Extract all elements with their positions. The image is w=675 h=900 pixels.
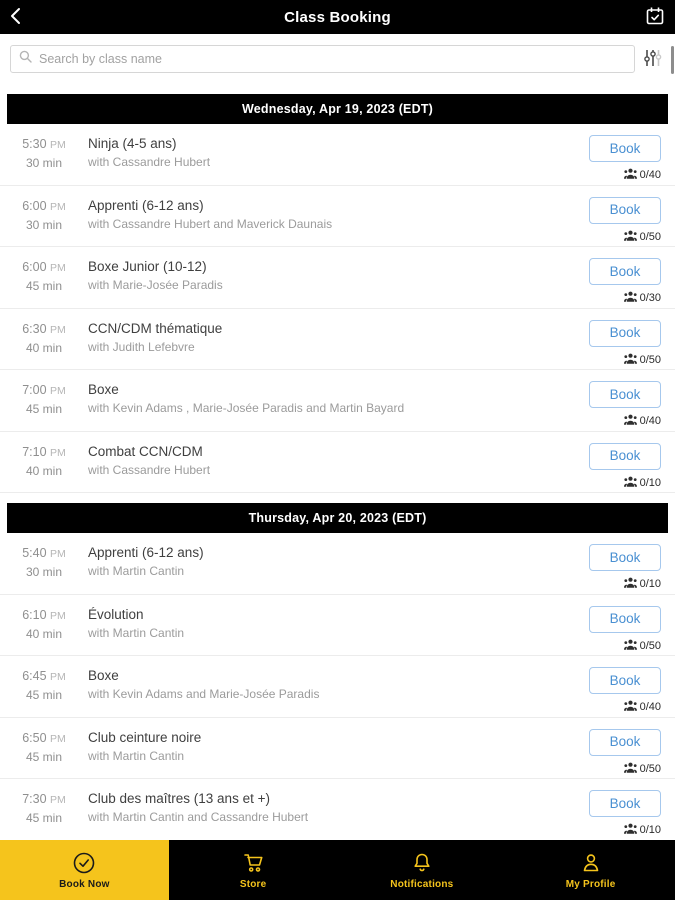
booking-column xyxy=(575,381,661,431)
class-info xyxy=(88,667,575,717)
booking-column xyxy=(575,320,661,370)
capacity-label: 0/10 xyxy=(639,578,661,590)
ampm-label: PM xyxy=(50,446,66,459)
class-info xyxy=(88,320,575,370)
section-rows xyxy=(0,533,675,840)
class-row[interactable] xyxy=(0,186,675,248)
sliders-filter-icon xyxy=(642,48,662,71)
ampm-label: PM xyxy=(50,200,66,213)
class-info xyxy=(88,544,575,594)
class-info xyxy=(88,135,575,185)
booking-column xyxy=(575,197,661,247)
duration-label: 40 min xyxy=(25,626,63,641)
search-input[interactable] xyxy=(39,52,626,66)
check-circle-icon xyxy=(71,850,97,876)
class-info xyxy=(88,258,575,308)
class-row[interactable] xyxy=(0,432,675,494)
class-name: Apprenti (6-12 ans) xyxy=(88,197,204,213)
people-capacity-icon xyxy=(624,639,637,653)
back-button[interactable] xyxy=(10,3,38,31)
time-label: 6:00 xyxy=(22,260,47,274)
class-name: Apprenti (6-12 ans) xyxy=(88,545,204,560)
date-section-header xyxy=(7,94,668,124)
ampm-label: PM xyxy=(50,323,66,336)
duration-label: 40 min xyxy=(25,340,63,355)
duration-label: 30 min xyxy=(25,217,63,232)
time-label: 6:45 xyxy=(22,669,47,683)
capacity xyxy=(624,476,661,490)
ampm-label: PM xyxy=(50,139,66,151)
instructor-label: with Martin Cantin xyxy=(88,564,185,578)
booking-column xyxy=(575,667,661,717)
class-name: Ninja (4-5 ans) xyxy=(88,136,177,151)
class-name: Combat CCN/CDM xyxy=(88,443,203,459)
instructor-label: with Kevin Adams and Marie-Josée Paradis xyxy=(88,687,320,701)
filter-button[interactable] xyxy=(635,44,669,74)
nav-label: My Profile xyxy=(565,879,616,890)
capacity-label: 0/50 xyxy=(639,639,661,652)
ampm-label: PM xyxy=(50,262,66,274)
time-column xyxy=(0,381,88,431)
time-label: 6:00 xyxy=(22,198,47,213)
instructor-label: with Martin Cantin xyxy=(88,625,185,640)
nav-tab-notifications[interactable] xyxy=(338,840,507,900)
people-capacity-icon xyxy=(624,353,637,367)
book-button[interactable]: Book xyxy=(589,606,661,633)
people-capacity-icon xyxy=(624,168,637,182)
duration-label: 45 min xyxy=(25,749,63,764)
instructor-label: with Marie-Josée Paradis xyxy=(88,278,223,292)
class-info xyxy=(88,381,575,431)
class-name: Club ceinture noire xyxy=(88,729,202,745)
cart-icon xyxy=(240,850,266,876)
time-column xyxy=(0,729,88,779)
instructor-label: with Martin Cantin and Cassandre Hubert xyxy=(88,810,309,824)
capacity xyxy=(624,353,661,367)
capacity xyxy=(624,577,661,591)
nav-label: Notifications xyxy=(390,879,454,890)
instructor-label: with Martin Cantin xyxy=(88,748,185,763)
people-capacity-icon xyxy=(624,291,637,305)
class-name: Boxe Junior (10-12) xyxy=(88,259,207,274)
class-list xyxy=(0,84,675,840)
booking-column xyxy=(575,544,661,594)
class-info xyxy=(88,790,575,840)
booking-column xyxy=(575,258,661,308)
capacity-label: 0/40 xyxy=(639,415,661,427)
capacity-label: 0/50 xyxy=(639,353,661,366)
class-row[interactable] xyxy=(0,124,675,186)
booking-column xyxy=(575,443,661,493)
people-capacity-icon xyxy=(624,230,637,244)
capacity-label: 0/40 xyxy=(639,701,661,713)
section-rows xyxy=(0,124,675,493)
time-label: 6:10 xyxy=(22,607,47,622)
duration-label: 45 min xyxy=(25,688,63,702)
class-name: Évolution xyxy=(88,606,144,622)
chevron-left-icon xyxy=(10,7,21,28)
nav-label: Book Now xyxy=(59,879,110,890)
time-column xyxy=(0,606,88,656)
calendar-check-icon xyxy=(645,6,665,29)
instructor-label: with Kevin Adams , Marie-Josée Paradis and Martin Bayard xyxy=(88,401,405,415)
capacity-label: 0/40 xyxy=(639,169,661,181)
book-button[interactable]: Book xyxy=(589,320,661,347)
time-label: 6:30 xyxy=(22,321,47,336)
ampm-label: PM xyxy=(50,385,66,397)
capacity-label: 0/50 xyxy=(639,230,661,243)
capacity xyxy=(624,762,661,776)
people-capacity-icon xyxy=(624,476,637,490)
class-info xyxy=(88,729,575,779)
book-button[interactable]: Book xyxy=(589,135,661,162)
book-button[interactable]: Book xyxy=(589,729,661,756)
date-label: Thursday, Apr 20, 2023 (EDT) xyxy=(248,511,427,525)
time-label: 6:50 xyxy=(22,730,47,745)
book-button[interactable]: Book xyxy=(589,443,661,470)
time-label: 7:10 xyxy=(22,444,47,459)
booking-column xyxy=(575,790,661,840)
class-name: CCN/CDM thématique xyxy=(88,320,223,336)
capacity-label: 0/10 xyxy=(639,824,661,836)
duration-label: 30 min xyxy=(25,565,63,579)
instructor-label: with Cassandre Hubert and Maverick Daunais xyxy=(88,216,333,231)
time-column xyxy=(0,135,88,185)
people-capacity-icon xyxy=(624,700,637,714)
time-column xyxy=(0,320,88,370)
bell-icon xyxy=(409,850,435,876)
capacity xyxy=(624,700,661,714)
capacity-label: 0/50 xyxy=(639,762,661,775)
top-header xyxy=(0,0,675,34)
time-column xyxy=(0,443,88,493)
nav-label: Store xyxy=(239,879,267,890)
nav-tab-store[interactable] xyxy=(169,840,338,900)
capacity xyxy=(624,230,661,244)
class-row[interactable] xyxy=(0,779,675,840)
class-name: Club des maîtres (13 ans et +) xyxy=(88,791,270,806)
capacity xyxy=(624,823,661,837)
ampm-label: PM xyxy=(50,548,66,560)
book-button[interactable]: Book xyxy=(589,667,661,694)
class-row[interactable] xyxy=(0,533,675,595)
instructor-label: with Judith Lefebvre xyxy=(88,339,195,354)
scrollbar-thumb[interactable] xyxy=(671,46,674,74)
duration-label: 30 min xyxy=(25,156,63,170)
capacity xyxy=(624,291,661,305)
people-capacity-icon xyxy=(624,823,637,837)
ampm-label: PM xyxy=(50,794,66,806)
class-info xyxy=(88,606,575,656)
capacity-label: 0/30 xyxy=(639,292,661,304)
class-name: Boxe xyxy=(88,668,119,683)
duration-label: 40 min xyxy=(25,463,63,478)
class-row[interactable] xyxy=(0,370,675,432)
time-column xyxy=(0,258,88,308)
class-name: Boxe xyxy=(88,382,119,397)
book-button[interactable]: Book xyxy=(589,790,661,817)
instructor-label: with Cassandre Hubert xyxy=(88,462,211,477)
capacity xyxy=(624,414,661,428)
calendar-button[interactable] xyxy=(637,3,665,31)
booking-column xyxy=(575,606,661,656)
duration-label: 45 min xyxy=(25,811,63,825)
capacity xyxy=(624,639,661,653)
time-label: 5:40 xyxy=(22,546,47,560)
book-button[interactable]: Book xyxy=(589,381,661,408)
time-column xyxy=(0,790,88,840)
date-section xyxy=(0,503,675,840)
booking-column xyxy=(575,729,661,779)
class-row[interactable] xyxy=(0,595,675,657)
bottom-nav xyxy=(0,840,675,900)
time-column xyxy=(0,544,88,594)
page-title: Class Booking xyxy=(284,8,391,26)
search-icon xyxy=(19,50,39,68)
time-column xyxy=(0,197,88,247)
book-button[interactable]: Book xyxy=(589,258,661,285)
date-label: Wednesday, Apr 19, 2023 (EDT) xyxy=(241,102,434,116)
nav-tab-my-profile[interactable] xyxy=(506,840,675,900)
ampm-label: PM xyxy=(50,609,66,622)
date-section-header xyxy=(7,503,668,533)
people-capacity-icon xyxy=(624,577,637,591)
search-row xyxy=(0,34,675,84)
booking-column xyxy=(575,135,661,185)
ampm-label: PM xyxy=(50,671,66,683)
class-info xyxy=(88,443,575,493)
book-button[interactable]: Book xyxy=(589,544,661,571)
people-capacity-icon xyxy=(624,414,637,428)
capacity-label: 0/10 xyxy=(639,476,661,489)
search-box[interactable] xyxy=(10,45,635,73)
time-column xyxy=(0,667,88,717)
time-label: 7:00 xyxy=(22,383,47,397)
date-section xyxy=(0,94,675,493)
book-button[interactable]: Book xyxy=(589,197,661,224)
class-row[interactable] xyxy=(0,718,675,780)
class-row[interactable] xyxy=(0,247,675,309)
people-capacity-icon xyxy=(624,762,637,776)
ampm-label: PM xyxy=(50,732,66,745)
capacity xyxy=(624,168,661,182)
time-label: 7:30 xyxy=(22,792,47,806)
duration-label: 45 min xyxy=(25,279,63,293)
person-icon xyxy=(578,850,604,876)
class-row[interactable] xyxy=(0,656,675,718)
nav-tab-book-now[interactable] xyxy=(0,840,169,900)
class-row[interactable] xyxy=(0,309,675,371)
duration-label: 45 min xyxy=(25,402,63,416)
time-label: 5:30 xyxy=(22,137,47,151)
instructor-label: with Cassandre Hubert xyxy=(88,155,211,169)
class-info xyxy=(88,197,575,247)
